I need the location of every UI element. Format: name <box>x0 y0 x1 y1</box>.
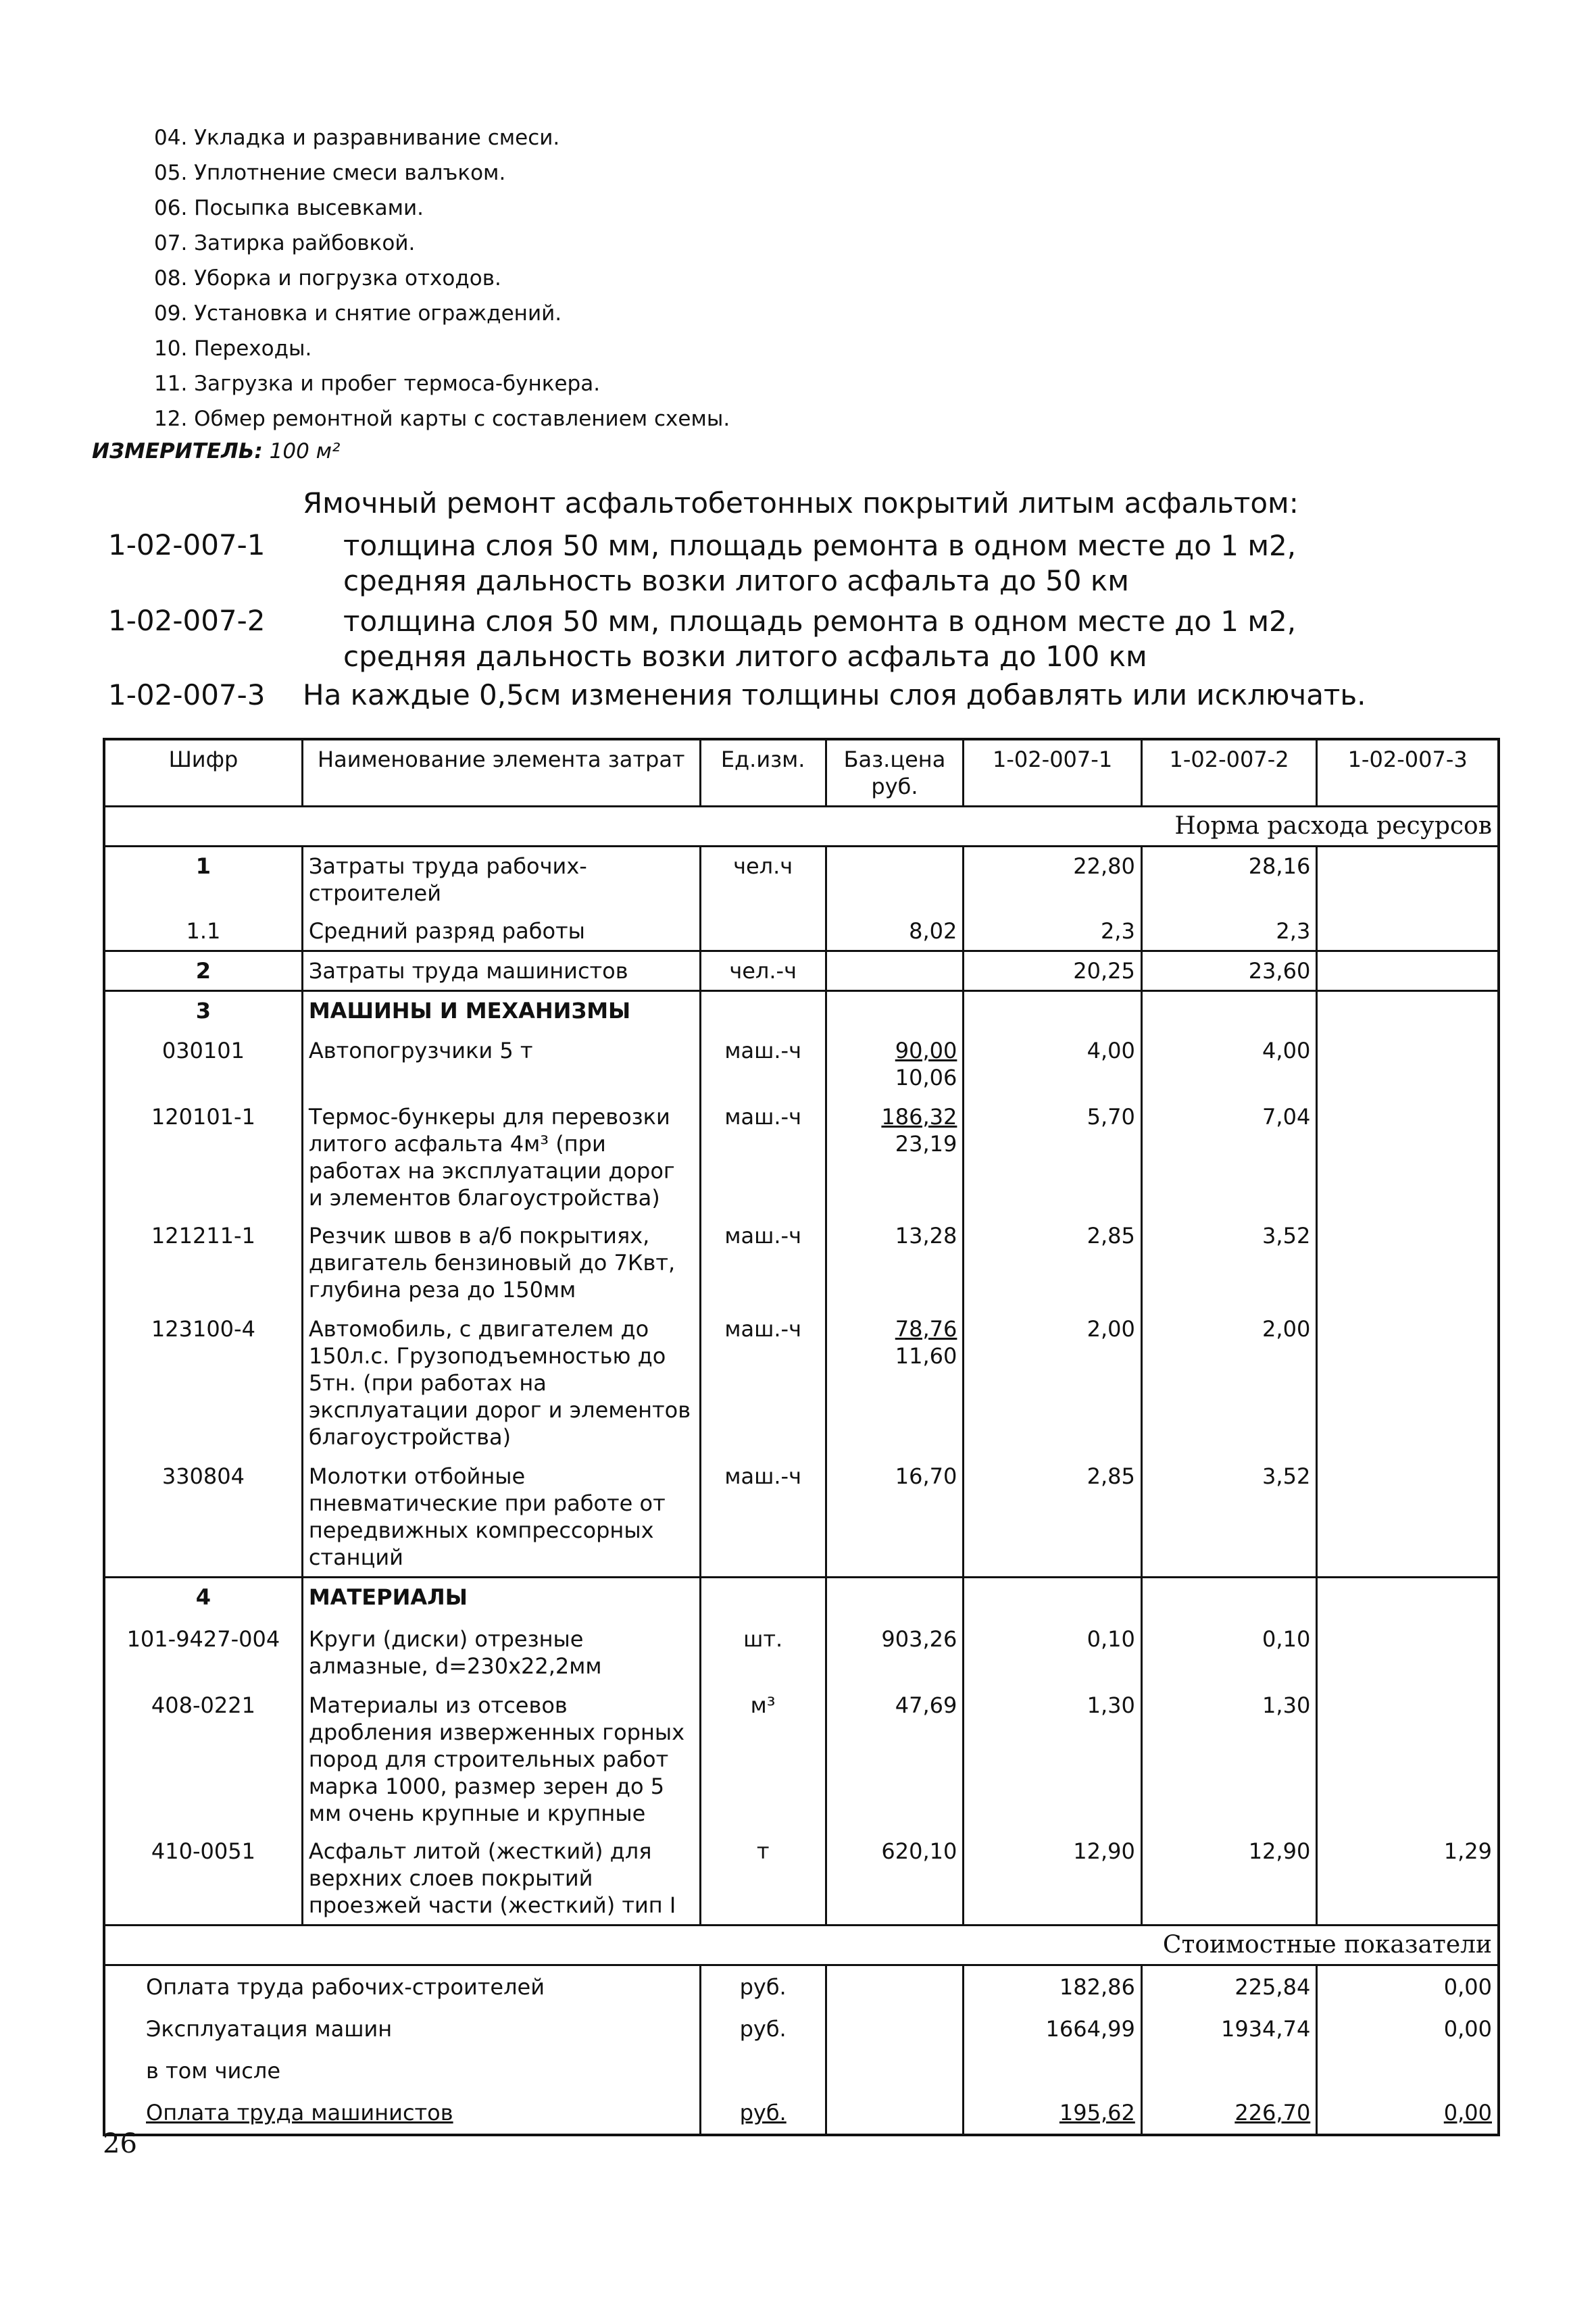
cost-empty <box>826 1965 964 2009</box>
row-value-1-02-007-1: 20,25 <box>964 951 1141 991</box>
code-label: 1-02-007-3 <box>108 678 266 711</box>
row-name: Затраты труда рабочих-строителей <box>302 847 700 913</box>
row-name: Круги (диски) отрезные алмазные, d=230x22,2мм <box>302 1620 700 1686</box>
code-description: На каждые 0,5см изменения толщины слоя добавлять или исключать. <box>303 678 1366 711</box>
table-row <box>104 1217 1499 1310</box>
row-unit: маш.-ч <box>700 1217 826 1310</box>
cost-empty <box>826 2008 964 2050</box>
row-name: МАТЕРИАЛЫ <box>302 1577 700 1620</box>
norm-section-row <box>104 807 1499 847</box>
row-unit: маш.-ч <box>700 1098 826 1217</box>
row-value-1-02-007-2 <box>1141 991 1316 1032</box>
operation-item: 09. Установка и снятие ограждений. <box>154 301 562 326</box>
row-base-price <box>826 951 964 991</box>
row-name: МАШИНЫ И МЕХАНИЗМЫ <box>302 991 700 1032</box>
cost-value-1-02-007-1: 182,86 <box>964 1965 1141 2009</box>
row-code: 408-0221 <box>104 1686 302 1832</box>
row-value-1-02-007-2: 3,52 <box>1141 1457 1316 1578</box>
row-value-1-02-007-3 <box>1317 1457 1499 1578</box>
row-value-1-02-007-3 <box>1317 847 1499 913</box>
row-name: Материалы из отсевов дробления изверженных горных пород для строительных работ марка 1000, размер зерен до 5 мм очень крупные и крупные <box>302 1686 700 1832</box>
row-value-1-02-007-1: 2,85 <box>964 1217 1141 1310</box>
row-value-1-02-007-1: 4,00 <box>964 1032 1141 1098</box>
row-unit: маш.-ч <box>700 1032 826 1098</box>
row-name: Термос-бункеры для перевозки литого асфальта 4м³ (при работах на эксплуатации дорог и элементов благоустройства) <box>302 1098 700 1217</box>
row-value-1-02-007-2: 0,10 <box>1141 1620 1316 1686</box>
row-value-1-02-007-1: 22,80 <box>964 847 1141 913</box>
base-price-machinist: 10,06 <box>895 1064 957 1090</box>
operation-item: 12. Обмер ремонтной карты с составлением схемы. <box>154 407 730 431</box>
row-value-1-02-007-1: 2,3 <box>964 912 1141 951</box>
row-base-price: 903,26 <box>826 1620 964 1686</box>
cost-value-1-02-007-1: 1664,99 <box>964 2008 1141 2050</box>
row-value-1-02-007-2 <box>1141 1577 1316 1620</box>
row-value-1-02-007-3 <box>1317 912 1499 951</box>
row-code: 4 <box>104 1577 302 1620</box>
row-value-1-02-007-3 <box>1317 1577 1499 1620</box>
row-base-price <box>826 1310 964 1457</box>
row-value-1-02-007-3 <box>1317 1686 1499 1832</box>
row-base-price <box>826 991 964 1032</box>
cost-row <box>104 2050 1499 2092</box>
row-name: Средний разряд работы <box>302 912 700 951</box>
cost-value-1-02-007-2: 226,70 <box>1141 2092 1316 2135</box>
row-value-1-02-007-2: 2,3 <box>1141 912 1316 951</box>
row-name: Асфальт литой (жесткий) для верхних слоев покрытий проезжей части (жесткий) тип I <box>302 1832 700 1926</box>
meter-value: 100 м² <box>269 439 341 463</box>
header-cell: Шифр <box>104 739 302 807</box>
cost-row <box>104 2008 1499 2050</box>
row-value-1-02-007-1: 2,00 <box>964 1310 1141 1457</box>
operation-item: 11. Загрузка и пробег термоса-бункера. <box>154 372 601 396</box>
row-value-1-02-007-3 <box>1317 991 1499 1032</box>
row-value-1-02-007-1 <box>964 1577 1141 1620</box>
row-unit: маш.-ч <box>700 1310 826 1457</box>
base-price-machinist: 11,60 <box>895 1342 957 1369</box>
row-value-1-02-007-2: 28,16 <box>1141 847 1316 913</box>
row-code: 120101-1 <box>104 1098 302 1217</box>
header-cell: 1-02-007-1 <box>964 739 1141 807</box>
header-cell: Наименование элемента затрат <box>302 739 700 807</box>
row-value-1-02-007-3 <box>1317 1620 1499 1686</box>
row-code: 330804 <box>104 1457 302 1578</box>
cost-value-1-02-007-3: 0,00 <box>1317 2008 1499 2050</box>
table-row <box>104 1032 1499 1098</box>
row-value-1-02-007-3 <box>1317 1098 1499 1217</box>
header-cell: Баз.цена руб. <box>826 739 964 807</box>
table-row <box>104 912 1499 951</box>
row-name: Затраты труда машинистов <box>302 951 700 991</box>
cost-name: Оплата труда рабочих-строителей <box>104 1965 700 2009</box>
operation-item: 07. Затирка райбовкой. <box>154 231 416 255</box>
base-price-main: 78,76 <box>895 1315 957 1342</box>
code-label: 1-02-007-1 <box>108 528 266 561</box>
table-row <box>104 1098 1499 1217</box>
row-value-1-02-007-2: 1,30 <box>1141 1686 1316 1832</box>
cost-row <box>104 1965 1499 2009</box>
resource-table <box>103 738 1500 2136</box>
operations-list <box>154 120 730 436</box>
table-row <box>104 1310 1499 1457</box>
row-code: 121211-1 <box>104 1217 302 1310</box>
row-value-1-02-007-1: 0,10 <box>964 1620 1141 1686</box>
row-code: 410-0051 <box>104 1832 302 1926</box>
cost-name: Оплата труда машинистов <box>104 2092 700 2135</box>
row-unit <box>700 912 826 951</box>
cost-unit: руб. <box>700 2092 826 2135</box>
row-value-1-02-007-2: 7,04 <box>1141 1098 1316 1217</box>
meter-label: ИЗМЕРИТЕЛЬ: <box>92 439 263 463</box>
cost-value-1-02-007-2: 225,84 <box>1141 1965 1316 2009</box>
row-value-1-02-007-3 <box>1317 1310 1499 1457</box>
row-name: Резчик швов в а/б покрытиях, двигатель бензиновый до 7Квт, глубина реза до 150мм <box>302 1217 700 1310</box>
row-value-1-02-007-3 <box>1317 1032 1499 1098</box>
table-row <box>104 1577 1499 1620</box>
row-value-1-02-007-1: 5,70 <box>964 1098 1141 1217</box>
cost-empty <box>826 2092 964 2135</box>
page-number: 26 <box>103 2128 137 2159</box>
row-unit: шт. <box>700 1620 826 1686</box>
table-row <box>104 1457 1499 1578</box>
cost-value-1-02-007-2 <box>1141 2050 1316 2092</box>
operation-item: 08. Уборка и погрузка отходов. <box>154 266 501 291</box>
base-price-main: 90,00 <box>895 1037 957 1063</box>
row-base-price <box>826 1098 964 1217</box>
row-unit <box>700 1577 826 1620</box>
row-value-1-02-007-3: 1,29 <box>1317 1832 1499 1926</box>
row-unit: чел.-ч <box>700 951 826 991</box>
operation-item: 10. Переходы. <box>154 336 312 361</box>
table-row <box>104 1832 1499 1926</box>
cost-value-1-02-007-3: 0,00 <box>1317 1965 1499 2009</box>
row-code: 030101 <box>104 1032 302 1098</box>
cost-unit: руб. <box>700 1965 826 2009</box>
row-value-1-02-007-3 <box>1317 951 1499 991</box>
header-cell: 1-02-007-3 <box>1317 739 1499 807</box>
row-unit: чел.ч <box>700 847 826 913</box>
row-code: 2 <box>104 951 302 991</box>
row-code: 1.1 <box>104 912 302 951</box>
header-cell: Ед.изм. <box>700 739 826 807</box>
row-base-price: 47,69 <box>826 1686 964 1832</box>
row-value-1-02-007-1: 12,90 <box>964 1832 1141 1926</box>
cost-unit: руб. <box>700 2008 826 2050</box>
row-base-price <box>826 847 964 913</box>
row-unit: маш.-ч <box>700 1457 826 1578</box>
cost-value-1-02-007-2: 1934,74 <box>1141 2008 1316 2050</box>
cost-unit <box>700 2050 826 2092</box>
cost-section-title: Стоимостные показатели <box>104 1926 1499 1965</box>
row-value-1-02-007-2: 2,00 <box>1141 1310 1316 1457</box>
cost-value-1-02-007-3 <box>1317 2050 1499 2092</box>
base-price-machinist: 23,19 <box>895 1130 957 1157</box>
row-base-price: 16,70 <box>826 1457 964 1578</box>
operation-item: 04. Укладка и разравнивание смеси. <box>154 126 560 150</box>
code-label: 1-02-007-2 <box>108 604 266 637</box>
cost-name: Эксплуатация машин <box>104 2008 700 2050</box>
row-value-1-02-007-2: 12,90 <box>1141 1832 1316 1926</box>
norm-section-title: Норма расхода ресурсов <box>104 807 1499 847</box>
code-description: толщина слоя 50 мм, площадь ремонта в одном месте до 1 м2, средняя дальность возки литого асфальта до 50 км <box>343 529 1297 597</box>
table-row <box>104 847 1499 913</box>
operation-item: 06. Посыпка высевками. <box>154 196 424 220</box>
row-value-1-02-007-2: 23,60 <box>1141 951 1316 991</box>
row-unit: м³ <box>700 1686 826 1832</box>
code-description: толщина слоя 50 мм, площадь ремонта в одном месте до 1 м2, средняя дальность возки литого асфальта до 100 км <box>343 605 1297 673</box>
table-row <box>104 991 1499 1032</box>
row-code: 101-9427-004 <box>104 1620 302 1686</box>
section-heading: Ямочный ремонт асфальтобетонных покрытий литым асфальтом: <box>303 486 1299 520</box>
row-base-price <box>826 1032 964 1098</box>
cost-empty <box>826 2050 964 2092</box>
cost-value-1-02-007-3: 0,00 <box>1317 2092 1499 2135</box>
row-unit: т <box>700 1832 826 1926</box>
table-row <box>104 951 1499 991</box>
row-name: Автомобиль, с двигателем до 150л.с. Грузоподъемностью до 5тн. (при работах на эксплуатации дорог и элементов благоустройства) <box>302 1310 700 1457</box>
table-row <box>104 1620 1499 1686</box>
meter-line <box>92 439 340 463</box>
cost-name: в том числе <box>104 2050 700 2092</box>
row-name: Молотки отбойные пневматические при работе от передвижных компрессорных станций <box>302 1457 700 1578</box>
row-base-price: 13,28 <box>826 1217 964 1310</box>
row-value-1-02-007-1 <box>964 991 1141 1032</box>
row-code: 3 <box>104 991 302 1032</box>
cost-row <box>104 2092 1499 2135</box>
row-code: 1 <box>104 847 302 913</box>
header-cell: 1-02-007-2 <box>1141 739 1316 807</box>
row-base-price: 620,10 <box>826 1832 964 1926</box>
table-header-row <box>104 739 1499 807</box>
cost-value-1-02-007-1: 195,62 <box>964 2092 1141 2135</box>
operation-item: 05. Уплотнение смеси валъком. <box>154 161 506 185</box>
cost-section-row <box>104 1926 1499 1965</box>
base-price-main: 186,32 <box>881 1103 957 1130</box>
row-value-1-02-007-2: 3,52 <box>1141 1217 1316 1310</box>
row-value-1-02-007-3 <box>1317 1217 1499 1310</box>
row-value-1-02-007-1: 1,30 <box>964 1686 1141 1832</box>
cost-value-1-02-007-1 <box>964 2050 1141 2092</box>
row-name: Автопогрузчики 5 т <box>302 1032 700 1098</box>
row-value-1-02-007-2: 4,00 <box>1141 1032 1316 1098</box>
row-value-1-02-007-1: 2,85 <box>964 1457 1141 1578</box>
row-code: 123100-4 <box>104 1310 302 1457</box>
row-base-price <box>826 1577 964 1620</box>
row-unit <box>700 991 826 1032</box>
table-row <box>104 1686 1499 1832</box>
row-base-price: 8,02 <box>826 912 964 951</box>
